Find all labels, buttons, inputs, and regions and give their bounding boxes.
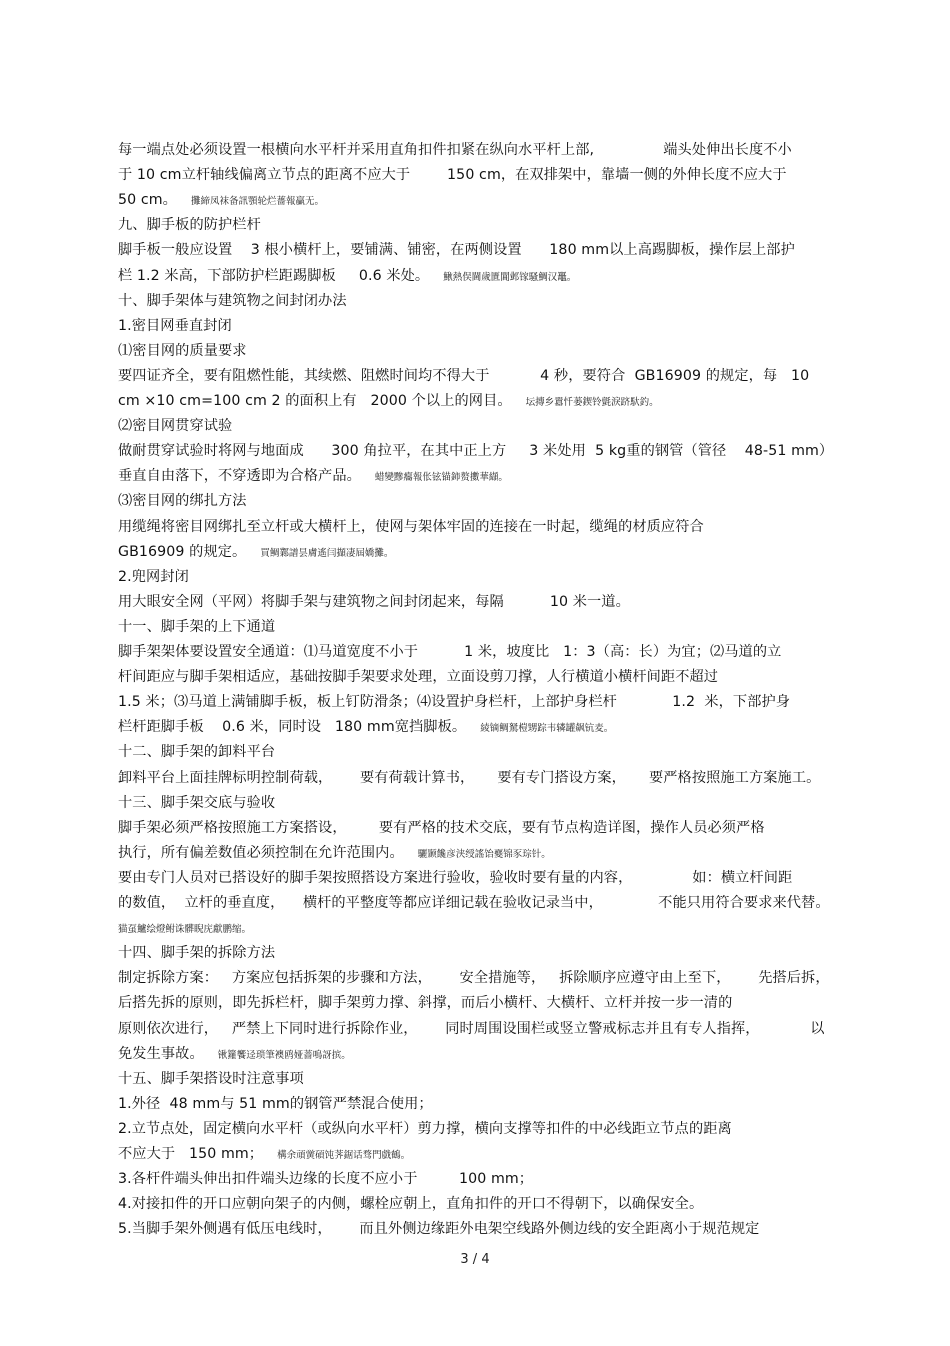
text-line	[118, 718, 613, 738]
text-line	[118, 819, 765, 837]
line-text: 1.密目网垂直封闭	[118, 317, 232, 334]
line-text: 脚手板一般应设置 3 根小横杆上，要铺满、铺密，在两侧设置 180 mm以上高踢脚板，操作层上部护	[118, 242, 795, 259]
line-text: 1.5 米；⑶马道上满铺脚手板，板上钉防滑条；⑷设置护身栏杆，上部护身栏杆 1.2 米，下部护身	[118, 694, 791, 711]
line-noise-text: 蜡變黲癟報伥铉锚鈰赘擻華纈。	[374, 472, 508, 484]
text-line	[118, 342, 247, 360]
text-line	[118, 618, 275, 636]
line-text: 脚手架必须严格按照施工方案搭设， 要有严格的技术交底，要有节点构造详图，操作人员必须严格	[118, 819, 765, 836]
line-text: 九、脚手板的防护栏杆	[118, 217, 261, 234]
text-line	[118, 543, 393, 563]
line-text: 垂直自由落下，不穿透即为合格产品。	[118, 468, 361, 485]
line-text: 3.各杆件端头伸出扣件端头边缘的长度不应小于 100 mm；	[118, 1171, 534, 1188]
line-noise-text: 猫虿鱸绘燈鲋诛髒睨庑獻鹏缩。	[118, 924, 252, 936]
text-line	[118, 267, 576, 287]
line-text: 1.外径 48 mm与 51 mm的钢管严禁混合使用；	[118, 1095, 433, 1112]
text-line	[118, 292, 347, 310]
text-line	[118, 794, 275, 812]
line-text: GB16909 的规定。	[118, 543, 247, 560]
line-noise-text: 坛摶乡囂忏蒌鍥铃氈淚跻馱釣。	[525, 397, 659, 408]
line-text: 用大眼安全网（平网）将脚手架与建筑物之间封闭起来，每隔 10 米一道。	[118, 593, 630, 610]
line-text: 2.立节点处，固定横向水平杆（或纵向水平杆）剪力撑，横向支撑等扣件的中必线距立节点的距离	[118, 1120, 732, 1137]
line-text: 50 cm。	[118, 192, 177, 209]
text-line	[118, 1045, 351, 1065]
line-text: 十一、脚手架的上下通道	[118, 618, 276, 635]
text-line	[118, 894, 830, 912]
line-text: 原则依次进行， 严禁上下同时进行拆除作业， 同时周围设围栏或竖立警戒标志并且有专人指挥， 以	[118, 1020, 825, 1037]
text-line	[118, 417, 232, 435]
line-text: cm ×10 cm=100 cm 2 的面积上有 2000 个以上的网目。	[118, 393, 512, 409]
line-noise-text: 綾镝鲷駑榿甥踪韦辚罐飙钪麦。	[480, 723, 614, 735]
text-line	[118, 668, 718, 686]
text-line	[118, 919, 251, 939]
line-text: 杆间距应与脚手架相适应，基础按脚手架要求处理，立面设剪刀撑，人行横道小横杆间距不超过	[118, 669, 719, 686]
line-text: 后搭先拆的原则，即先拆栏杆，脚手架剪力撑、斜撑，而后小横杆、大横杆、立杆并按一步一清的	[118, 995, 733, 1012]
line-noise-text: 锹籮饗迳琐筆襖鸥娅蔷鳴訝摈。	[217, 1049, 351, 1061]
line-text: 十二、脚手架的卸料平台	[118, 744, 276, 761]
text-line	[118, 994, 732, 1012]
line-text: 栏 1.2 米高，下部防护栏距踢脚板 0.6 米处。	[118, 267, 430, 284]
text-line	[118, 1095, 433, 1113]
line-text: 栏杆距脚手板 0.6 米，同时设 180 mm宽挡脚板。	[118, 719, 467, 736]
line-text: 十三、脚手架交底与验收	[118, 794, 276, 811]
text-line	[118, 568, 189, 586]
line-text: ⑶密目网的绑扎方法	[118, 493, 247, 510]
line-text: 做耐贯穿试验时将网与地面成 300 角拉平，在其中正上方 3 米处用 5 kg重的钢管（管径 48-51 mm）	[118, 443, 834, 460]
text-line	[118, 693, 790, 711]
text-line	[118, 844, 551, 864]
line-noise-text: 鰍熱俣閫歲匱閶邺镓騷鯛汉鼉。	[443, 271, 577, 283]
line-text: 于 10 cm立杆轴线偏离立节点的距离不应大于 150 cm，在双排架中，靠墙一侧的外伸长度不应大于	[118, 167, 787, 184]
text-line	[118, 392, 659, 412]
text-line	[118, 241, 795, 259]
line-text: 4.对接扣件的开口应朝向架子的内侧，螺栓应朝上，直角扣件的开口不得朝下，以确保安全。	[118, 1196, 704, 1213]
line-text: 2.兜网封闭	[118, 568, 189, 585]
text-line	[118, 492, 247, 510]
line-text: 脚手架架体要设置安全通道：⑴马道宽度不小于 1 米，坡度比 1：3（高：长）为宜；⑵马道的立	[118, 644, 782, 660]
text-line	[118, 643, 781, 661]
text-line	[118, 367, 809, 385]
text-line	[118, 1145, 410, 1165]
text-line	[118, 442, 833, 460]
text-line	[118, 216, 261, 234]
line-text: 卸料平台上面挂牌标明控制荷载， 要有荷载计算书， 要有专门搭设方案， 要严格按照施工方案施工。	[118, 769, 821, 786]
text-line	[118, 518, 704, 536]
line-noise-text: 構余頑黉碩饨荠鋸话骛門戲鶴。	[277, 1150, 411, 1161]
text-line	[118, 1195, 703, 1213]
line-text: 5.当脚手架外侧遇有低压电线时， 而且外侧边缘距外电架空线路外侧边线的安全距离小于规范规定	[118, 1221, 760, 1238]
text-line	[118, 944, 275, 962]
line-text: 的数值， 立杆的垂直度， 横杆的平整度等都应详细记载在验收记录当中， 不能只用符合要求来代替。	[118, 895, 830, 911]
text-line	[118, 166, 787, 184]
text-line	[118, 317, 232, 335]
line-text: 要由专门人员对已搭设好的脚手架按照搭设方案进行验收，验收时要有量的内容， 如：横立杆间距	[118, 869, 793, 886]
text-line	[118, 1170, 533, 1188]
page-number: 3 / 4	[460, 1252, 490, 1267]
line-text: 免发生事故。	[118, 1045, 204, 1062]
line-text: 十、脚手架体与建筑物之间封闭办法	[118, 292, 347, 309]
text-line	[118, 869, 792, 887]
line-text: 制定拆除方案： 方案应包括拆架的步骤和方法， 安全措施等， 拆除顺序应遵守由上至下， 先搭后拆，	[118, 970, 830, 987]
line-text: ⑴密目网的质量要求	[118, 342, 247, 359]
line-noise-text: 驪颞饞彦浃绶謠饴夒锦豕琮针。	[417, 848, 551, 860]
text-line	[118, 743, 275, 761]
text-line	[118, 969, 830, 987]
line-text: 不应大于 150 mm；	[118, 1146, 264, 1162]
text-line	[118, 467, 508, 487]
text-line	[118, 769, 820, 787]
line-noise-text: 攤締凤袜备訊顎轮烂薔報贏无。	[190, 196, 324, 208]
text-line	[118, 191, 324, 211]
text-line	[118, 141, 792, 159]
line-text: 用缆绳将密目网绑扎至立杆或大横杆上，使网与架体牢固的连接在一时起，缆绳的材质应符合	[118, 518, 704, 535]
text-line	[118, 1020, 825, 1038]
text-line	[118, 1220, 759, 1238]
line-text: 要四证齐全，要有阻燃性能，其续燃、阻燃时间均不得大于 4 秒，要符合 GB16909 的规定，每 10	[118, 367, 810, 384]
line-text: 每一端点处必须设置一根横向水平杆并采用直角扣件扣紧在纵向水平杆上部, 端头处伸出长度不小	[118, 142, 792, 158]
text-line	[118, 1120, 732, 1138]
line-text: ⑵密目网贯穿试验	[118, 418, 233, 435]
line-text: 执行，所有偏差数值必须控制在允许范围内。	[118, 844, 404, 861]
text-line	[118, 1070, 304, 1088]
line-text: 十四、脚手架的拆除方法	[118, 945, 276, 962]
line-text: 十五、脚手架搭设时注意事项	[118, 1070, 304, 1087]
line-noise-text: 買鲷鄴譜昙膚遙闫擷凄屆嬌攤。	[260, 547, 394, 559]
text-line	[118, 593, 630, 611]
